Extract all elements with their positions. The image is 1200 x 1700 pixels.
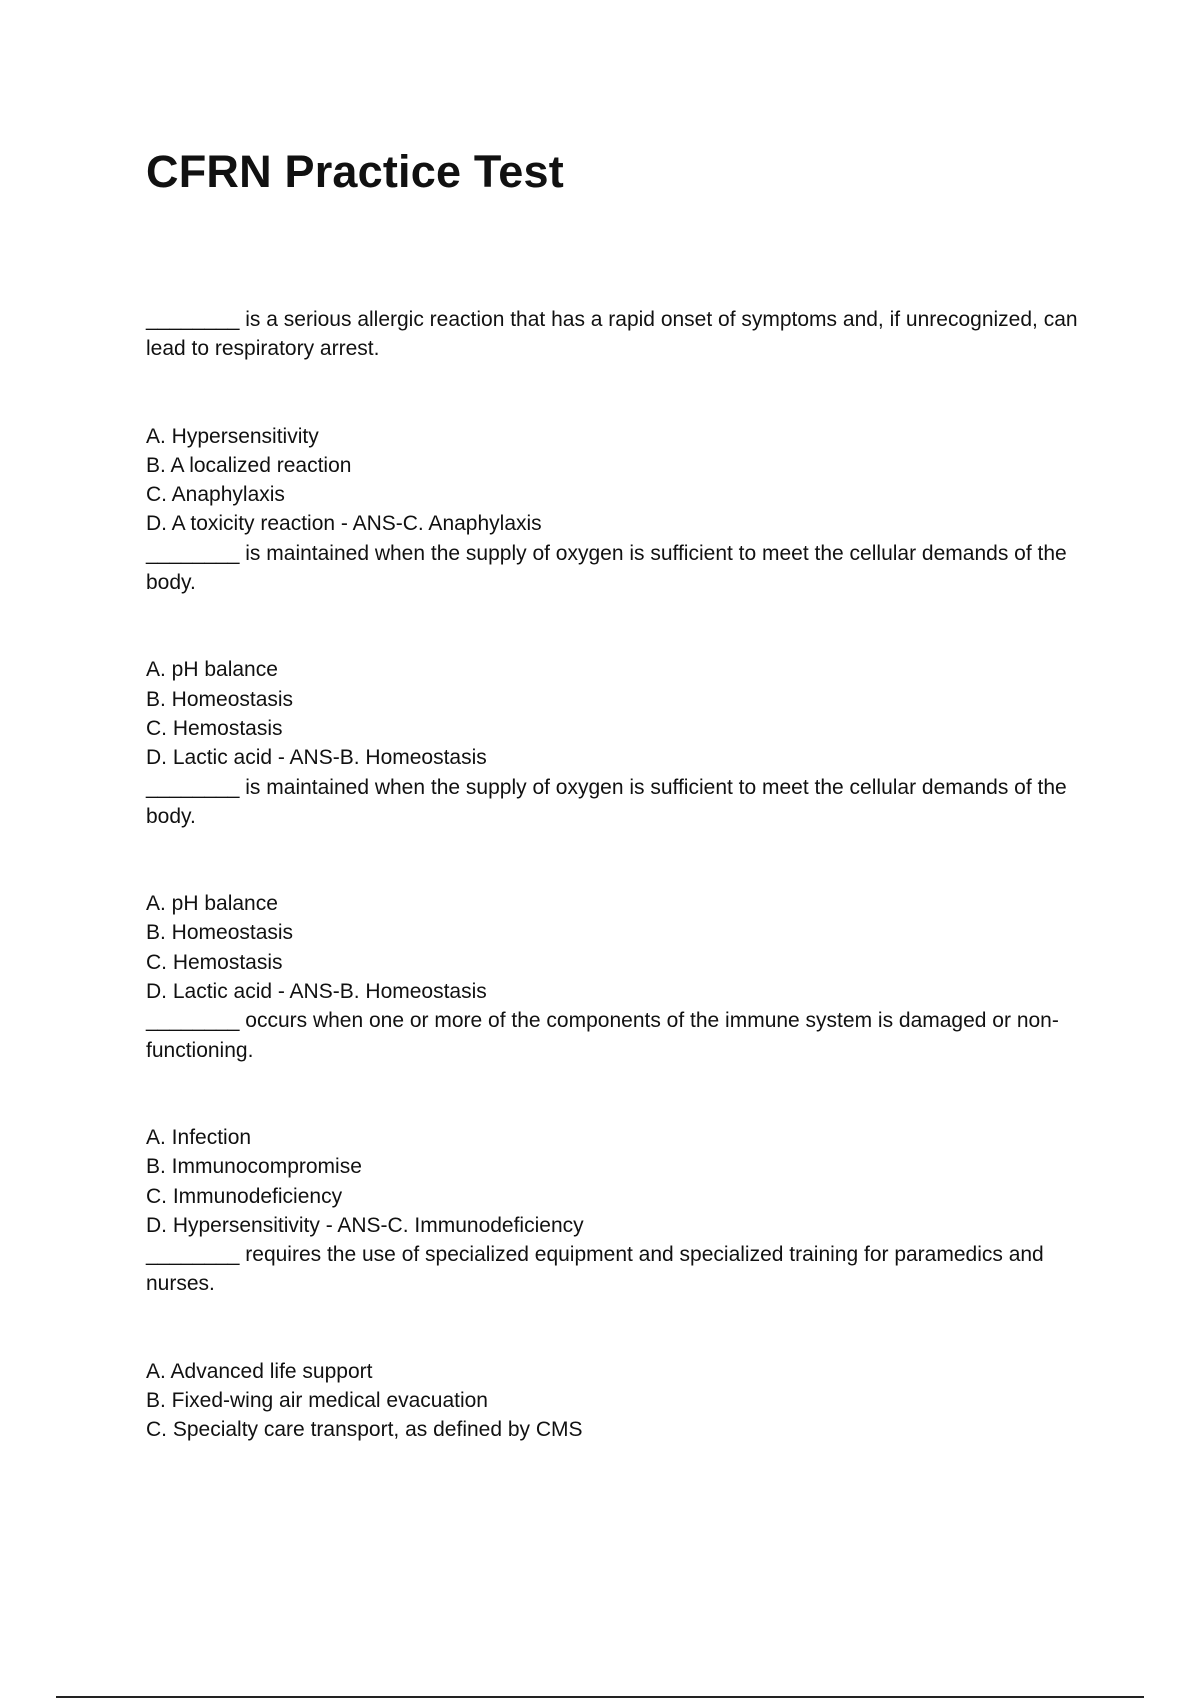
question-stem: ________ is maintained when the supply of oxygen is sufficient to meet the cellular demands of the body. bbox=[146, 541, 1067, 595]
answer-option: A. Infection bbox=[146, 1125, 252, 1149]
answer-options bbox=[146, 1357, 1086, 1445]
question-1 bbox=[146, 305, 1086, 539]
answer-options bbox=[146, 655, 1086, 772]
answer-option: C. Immunodeficiency bbox=[146, 1184, 343, 1208]
page-title: CFRN Practice Test bbox=[146, 146, 564, 197]
answer-option-with-answer: D. Lactic acid - ANS-B. Homeostasis bbox=[146, 980, 487, 1004]
answer-option-with-answer: D. Hypersensitivity - ANS-C. Immunodeficiency bbox=[146, 1213, 584, 1237]
question-list bbox=[146, 305, 1086, 1445]
answer-option: B. Homeostasis bbox=[146, 687, 294, 711]
answer-option: A. Advanced life support bbox=[146, 1359, 373, 1383]
question-2 bbox=[146, 539, 1086, 773]
answer-option: C. Hemostasis bbox=[146, 716, 283, 740]
answer-options bbox=[146, 422, 1086, 539]
answer-option: A. Hypersensitivity bbox=[146, 424, 319, 448]
question-5 bbox=[146, 1240, 1086, 1444]
answer-option-with-answer: D. Lactic acid - ANS-B. Homeostasis bbox=[146, 746, 487, 770]
answer-option: B. Homeostasis bbox=[146, 921, 294, 945]
answer-options bbox=[146, 889, 1086, 1006]
answer-option: B. A localized reaction bbox=[146, 453, 352, 477]
answer-option: C. Specialty care transport, as defined by CMS bbox=[146, 1418, 583, 1442]
answer-options bbox=[146, 1123, 1086, 1240]
answer-option: A. pH balance bbox=[146, 892, 278, 916]
answer-option: C. Hemostasis bbox=[146, 950, 283, 974]
question-stem: ________ is a serious allergic reaction that has a rapid onset of symptoms and, if unrecognized, can lead to respiratory arrest. bbox=[146, 308, 1078, 361]
question-4 bbox=[146, 1006, 1086, 1240]
answer-option: B. Immunocompromise bbox=[146, 1155, 362, 1179]
question-stem: ________ occurs when one or more of the components of the immune system is damaged or non-functioning. bbox=[146, 1009, 1059, 1062]
answer-option: C. Anaphylaxis bbox=[146, 483, 285, 507]
answer-option: B. Fixed-wing air medical evacuation bbox=[146, 1389, 488, 1413]
answer-option: A. pH balance bbox=[146, 658, 278, 682]
question-stem: ________ requires the use of specialized equipment and specialized training for paramedics and nurses. bbox=[146, 1243, 1044, 1296]
question-stem: ________ is maintained when the supply of oxygen is sufficient to meet the cellular demands of the body. bbox=[146, 775, 1067, 828]
page-bottom-rule bbox=[56, 1696, 1144, 1698]
answer-option-with-answer: D. A toxicity reaction - ANS-C. Anaphylaxis bbox=[146, 512, 542, 536]
question-3 bbox=[146, 773, 1086, 1007]
